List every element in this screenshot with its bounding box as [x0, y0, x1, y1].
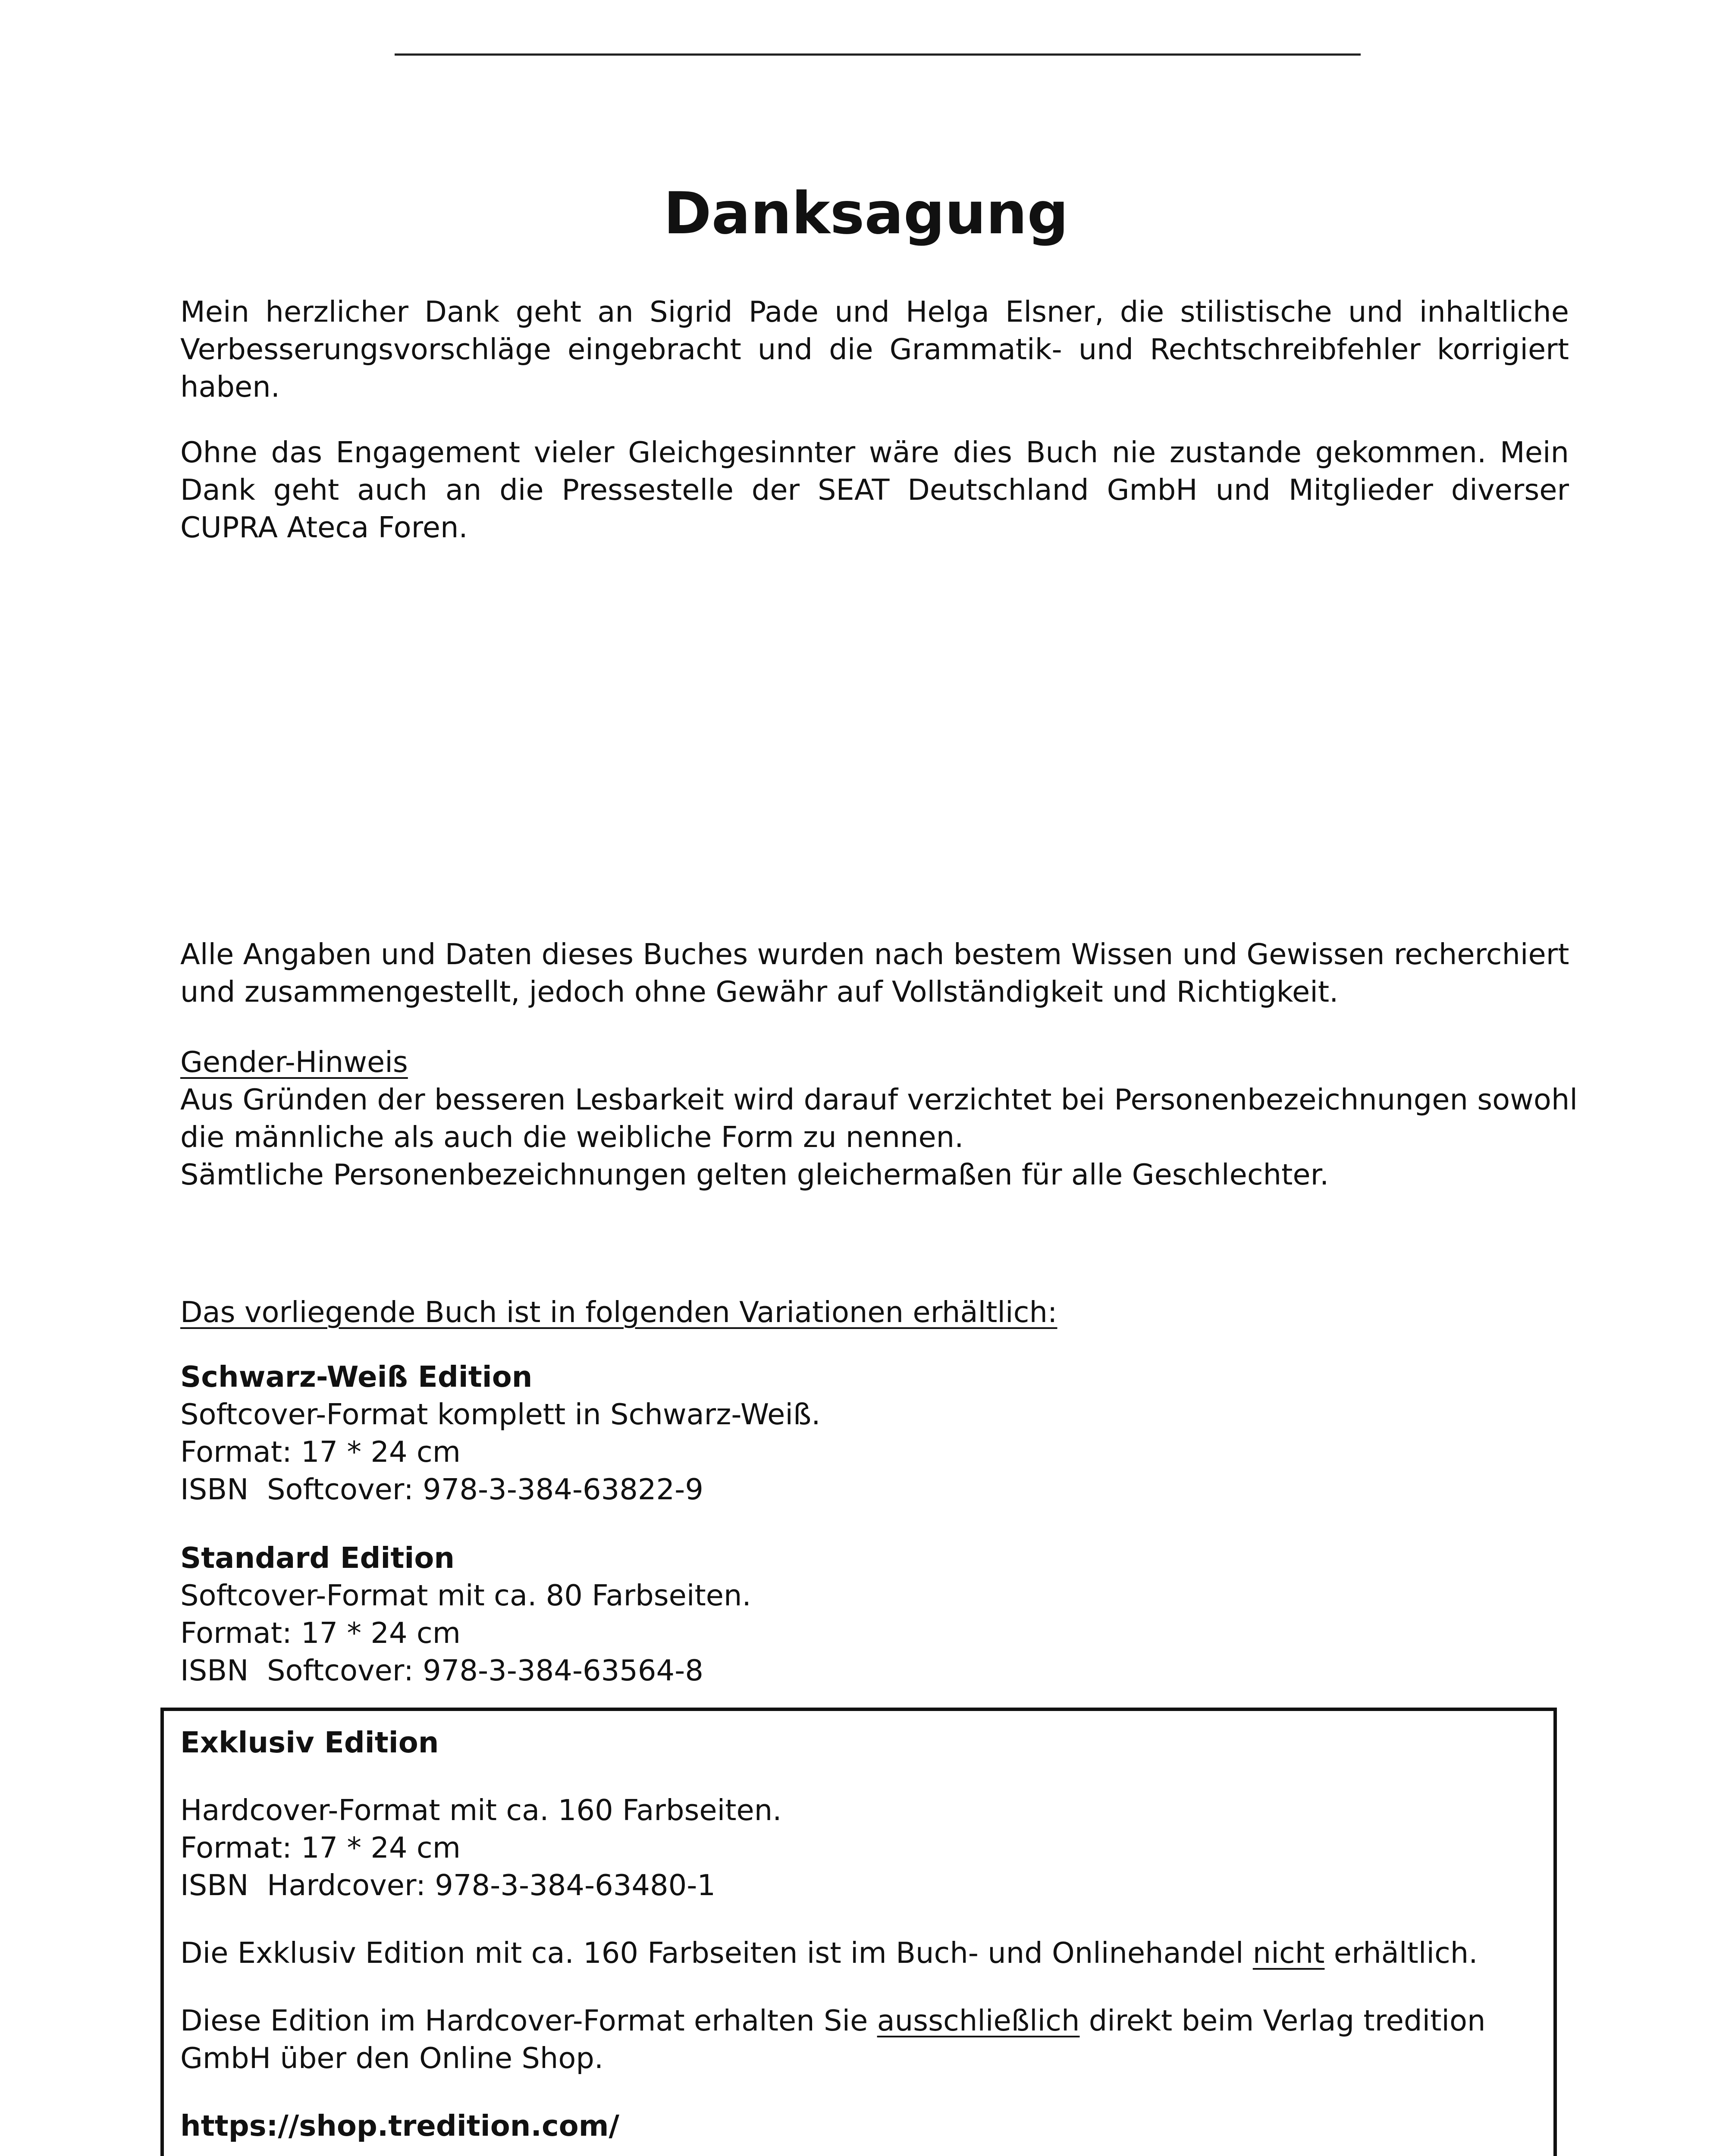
availability-text-post: erhältlich. [1324, 1936, 1478, 1970]
edition-format: Format: 17 * 24 cm [180, 1831, 461, 1865]
edition-title: Standard Edition [180, 1541, 455, 1575]
edition-exklusiv-content [180, 1724, 1539, 2145]
edition-isbn: ISBN Softcover: 978-3-384-63822-9 [180, 1473, 703, 1506]
gender-line-2: die männliche als auch die weibliche Form zu nennen. [180, 1120, 964, 1154]
edition-description: Softcover-Format mit ca. 80 Farbseiten. [180, 1579, 751, 1612]
gender-note [180, 1081, 1578, 1194]
variations-heading [180, 1294, 1569, 1331]
edition-title: Schwarz-Weiß Edition [180, 1360, 533, 1394]
edition-description: Softcover-Format komplett in Schwarz-Weiß. [180, 1398, 821, 1431]
disclaimer-line-1: Alle Angaben und Daten dieses Buches wurden nach bestem Wissen und Gewissen recherchiert [180, 937, 1569, 971]
disclaimer-paragraph [180, 936, 1569, 1011]
gender-heading [180, 1044, 1569, 1081]
edition-exklusiv-box [160, 1708, 1557, 2156]
shop-emphasis: ausschließlich [877, 2004, 1080, 2037]
gender-line-1: Aus Gründen der besseren Lesbarkeit wird darauf verzichtet bei Personenbezeichnungen sowohl [180, 1083, 1578, 1116]
edition-schwarz-weiss [180, 1358, 1569, 1508]
page-title: Danksagung [663, 180, 1069, 247]
shop-text-pre: Diese Edition im Hardcover-Format erhalten Sie [180, 2004, 877, 2037]
top-rule [395, 53, 1361, 56]
edition-isbn: ISBN Hardcover: 978-3-384-63480-1 [180, 1868, 716, 1902]
disclaimer-line-2: und zusammengestellt, jedoch ohne Gewähr auf Vollständigkeit und Richtigkeit. [180, 975, 1339, 1009]
availability-emphasis: nicht [1252, 1936, 1325, 1970]
edition-isbn: ISBN Softcover: 978-3-384-63564-8 [180, 1654, 703, 1687]
edition-format: Format: 17 * 24 cm [180, 1616, 461, 1650]
availability-text-pre: Die Exklusiv Edition mit ca. 160 Farbseiten ist im Buch- und Onlinehandel [180, 1936, 1253, 1970]
gender-heading-text: Gender-Hinweis [180, 1045, 408, 1079]
edition-description: Hardcover-Format mit ca. 160 Farbseiten. [180, 1793, 782, 1827]
acknowledgement-paragraph-2: Ohne das Engagement vieler Gleichgesinnter wäre dies Buch nie zustande gekommen. Mein Dank geht auch an die Pressestelle der SEAT Deutschland GmbH und Mitglieder diverser CUPRA Ateca Foren. [180, 436, 1569, 544]
shop-note-line-1 [180, 2002, 1539, 2040]
edition-title: Exklusiv Edition [180, 1726, 439, 1759]
edition-format: Format: 17 * 24 cm [180, 1435, 461, 1469]
acknowledgement-paragraph-1: Mein herzlicher Dank geht an Sigrid Pade und Helga Elsner, die stilistische und inhaltliche Verbesserungsvorschläge eingebracht und die Grammatik- und Rechtschreibfehler korrigiert haben. [180, 295, 1569, 404]
variations-heading-text: Das vorliegende Buch ist in folgenden Variationen erhältlich: [180, 1295, 1057, 1329]
availability-note [180, 1934, 1539, 1972]
shop-url-link[interactable]: https://shop.tredition.com/ [180, 2109, 619, 2143]
shop-text-post: direkt beim Verlag tredition [1079, 2004, 1486, 2037]
gender-line-3: Sämtliche Personenbezeichnungen gelten gleichermaßen für alle Geschlechter. [180, 1158, 1329, 1191]
shop-note-line-2: GmbH über den Online Shop. [180, 2041, 604, 2075]
edition-standard [180, 1539, 1569, 1689]
